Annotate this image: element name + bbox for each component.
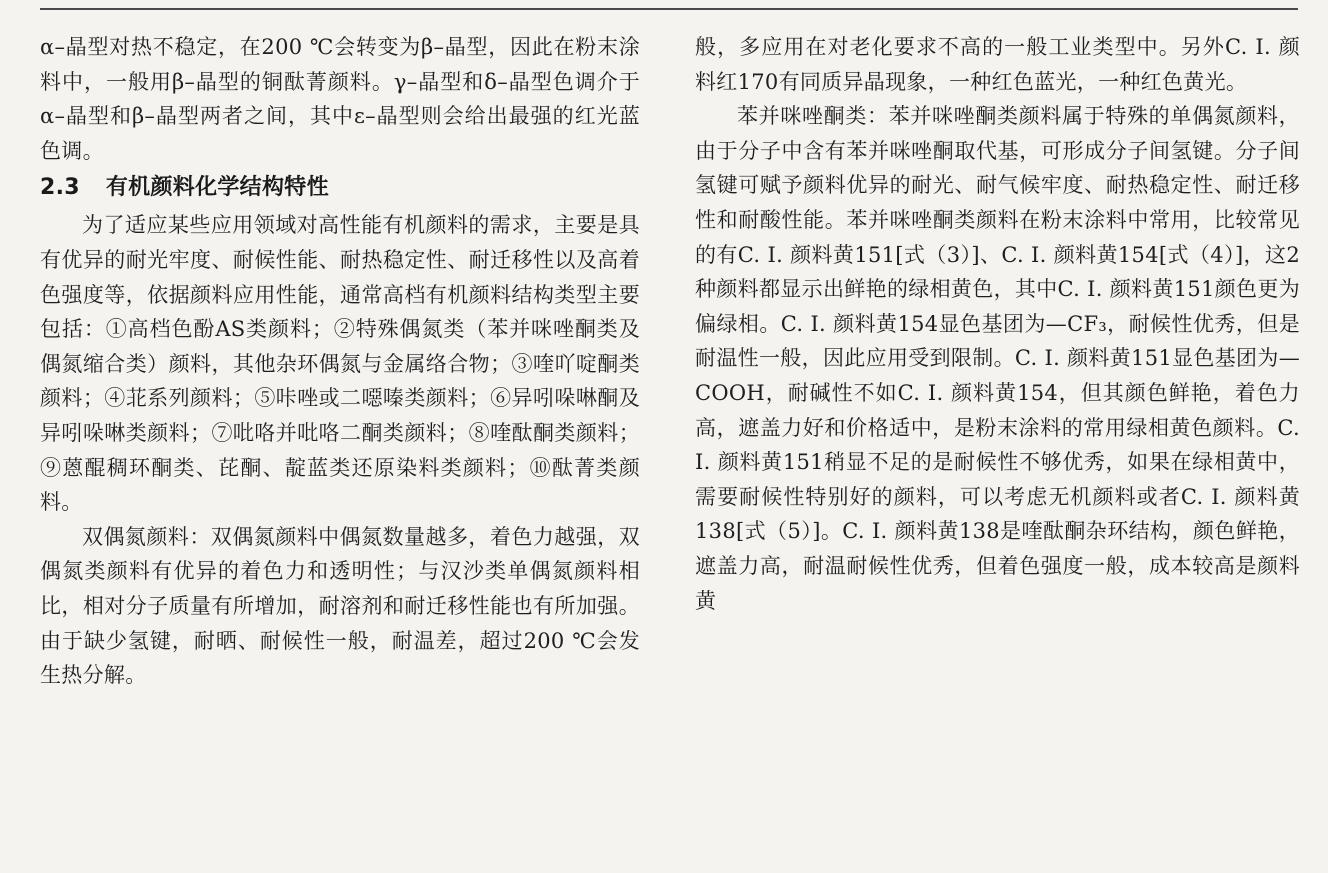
paragraph-disazo: 双偶氮颜料：双偶氮颜料中偶氮数量越多，着色力越强，双偶氮类颜料有优异的着色力和透明性；与汉沙类单偶氮颜料相比，相对分子质量有所增加，耐溶剂和耐迁移性能也有所加强。由于缺少氢键，耐晒、耐候性一般，耐温差，超过200 ℃会发生热分解。 <box>40 524 640 688</box>
left-column <box>40 30 640 693</box>
right-column <box>695 30 1300 618</box>
section-number: 2.3 <box>40 175 80 201</box>
section-heading <box>40 170 640 206</box>
paragraph-benzimidazolone: 苯并咪唑酮类：苯并咪唑酮类颜料属于特殊的单偶氮颜料，由于分子中含有苯并咪唑酮取代基，可形成分子间氢键。分子间氢键可赋予颜料优异的耐光、耐气候牢度、耐热稳定性、耐迁移性和耐酸性能。苯并咪唑酮类颜料在粉末涂料中常用，比较常见的有C. I. 颜料黄151[式（3）]、C. I. 颜料黄154[式（4）]，这2种颜料都显示出鲜艳的绿相黄色，其中C. I. 颜料黄151颜色更为偏绿相。C. I. 颜料黄154显色基团为—CF₃，耐候性优秀，但是耐温性一般，因此应用受到限制。C. I. 颜料黄151显色基团为—COOH，耐碱性不如C. I. 颜料黄154，但其颜色鲜艳，着色力高，遮盖力好和价格适中，是粉末涂料的常用绿相黄色颜料。C. I. 颜料黄151稍显不足的是耐候性不够优秀，如果在绿相黄中，需要耐候性特别好的颜料，可以考虑无机颜料或者C. I. 颜料黄138[式（5）]。C. I. 颜料黄138是喹酞酮杂环结构，颜色鲜艳，遮盖力高，耐温耐候性优秀，但着色强度一般，成本较高是颜料黄 <box>695 104 1300 613</box>
paragraph-continuation: 般，多应用在对老化要求不高的一般工业类型中。另外C. I. 颜料红170有同质异晶现象，一种红色蓝光，一种红色黄光。 <box>695 35 1300 94</box>
paragraph-pigment-types: 为了适应某些应用领域对高性能有机颜料的需求，主要是具有优异的耐光牢度、耐候性能、耐热稳定性、耐迁移性以及高着色强度等，依据颜料应用性能，通常高档有机颜料结构类型主要包括：①高档色酚AS类颜料；②特殊偶氮类（苯并咪唑酮类及偶氮缩合类）颜料，其他杂环偶氮与金属络合物；③喹吖啶酮类颜料；④苝系列颜料；⑤咔唑或二噁嗪类颜料；⑥异吲哚啉酮及异吲哚啉类颜料；⑦吡咯并吡咯二酮类颜料；⑧喹酞酮类颜料；⑨蒽醌稠环酮类、芘酮、靛蓝类还原染料类颜料；⑩酞菁类颜料。 <box>40 213 640 515</box>
header-rule <box>40 8 1298 10</box>
section-title: 有机颜料化学结构特性 <box>105 175 329 201</box>
paragraph-crystal-forms: α–晶型对热不稳定，在200 ℃会转变为β–晶型，因此在粉末涂料中，一般用β–晶型的铜酞菁颜料。γ–晶型和δ–晶型色调介于α–晶型和β–晶型两者之间，其中ε–晶型则会给出最强的红光蓝色调。 <box>40 35 640 163</box>
